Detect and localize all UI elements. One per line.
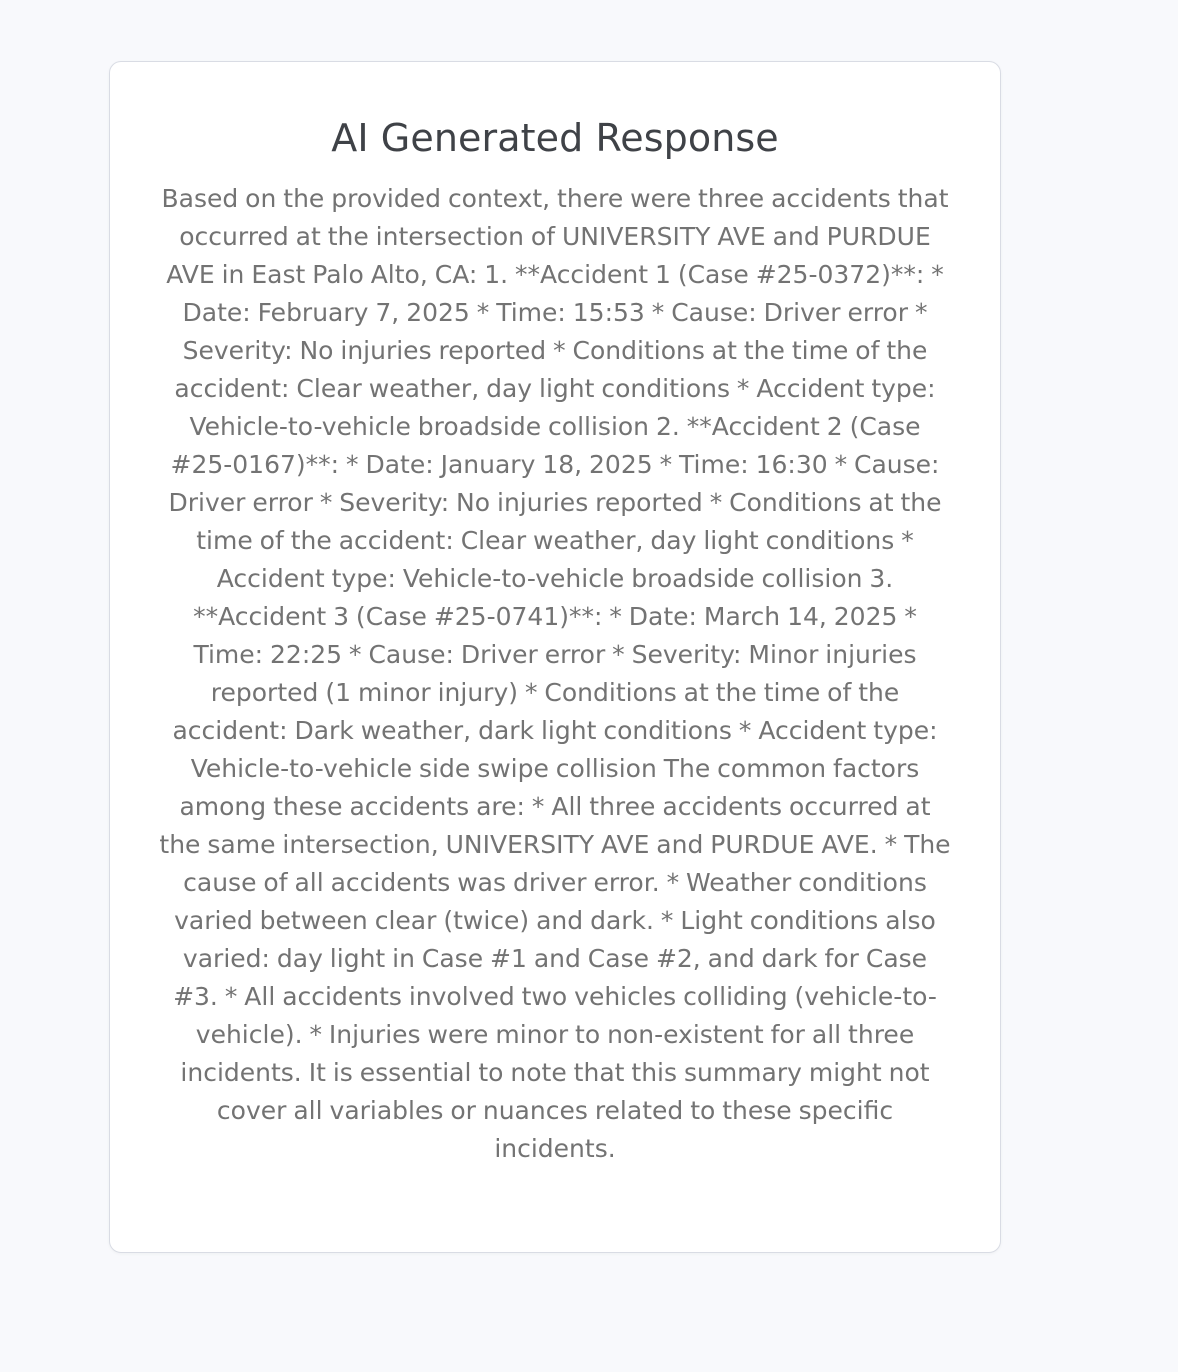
- ai-response-card: [109, 61, 1001, 1253]
- card-title: AI Generated Response: [331, 116, 779, 160]
- response-text: Based on the provided context, there were three accidents that occurred at the intersection of UNIVERSITY AVE and PURDUE AVE in East Palo Alto, CA: 1. **Accident 1 (Case #25-0372)**: * Date: February 7, 2025 * Time: 15:53 * Cause: Driver error * Severity: No injuries reported * Conditions at the time of the accident: Clear weather, day light conditions * Accident type: Vehicle-to-vehicle broadside collision 2. **Accident 2 (Case #25-0167)**: * Date: January 18, 2025 * Time: 16:30 * Cause: Driver error * Severity: No injuries reported * Conditions at the time of the accident: Clear weather, day light conditions * Accident type: Vehicle-to-vehicle broadside collision 3. **Accident 3 (Case #25-0741)**: * Date: March 14, 2025 * Time: 22:25 * Cause: Driver error * Severity: Minor injuries reported (1 minor injury) * Conditions at the time of the accident: Dark weather, dark light conditions * Accident type: Vehicle-to-vehicle side swipe collision The common factors among these accidents are: * All three accidents occurred at the same intersection, UNIVERSITY AVE and PURDUE AVE. * The cause of all accidents was driver error. * Weather conditions varied between clear (twice) and dark. * Light conditions also varied: day light in Case #1 and Case #2, and dark for Case #3. * All accidents involved two vehicles colliding (vehicle-to-vehicle). * Injuries were minor to non-existent for all three incidents. It is essential to note that this summary might not cover all variables or nuances related to these specific incidents.: [159, 184, 951, 1163]
